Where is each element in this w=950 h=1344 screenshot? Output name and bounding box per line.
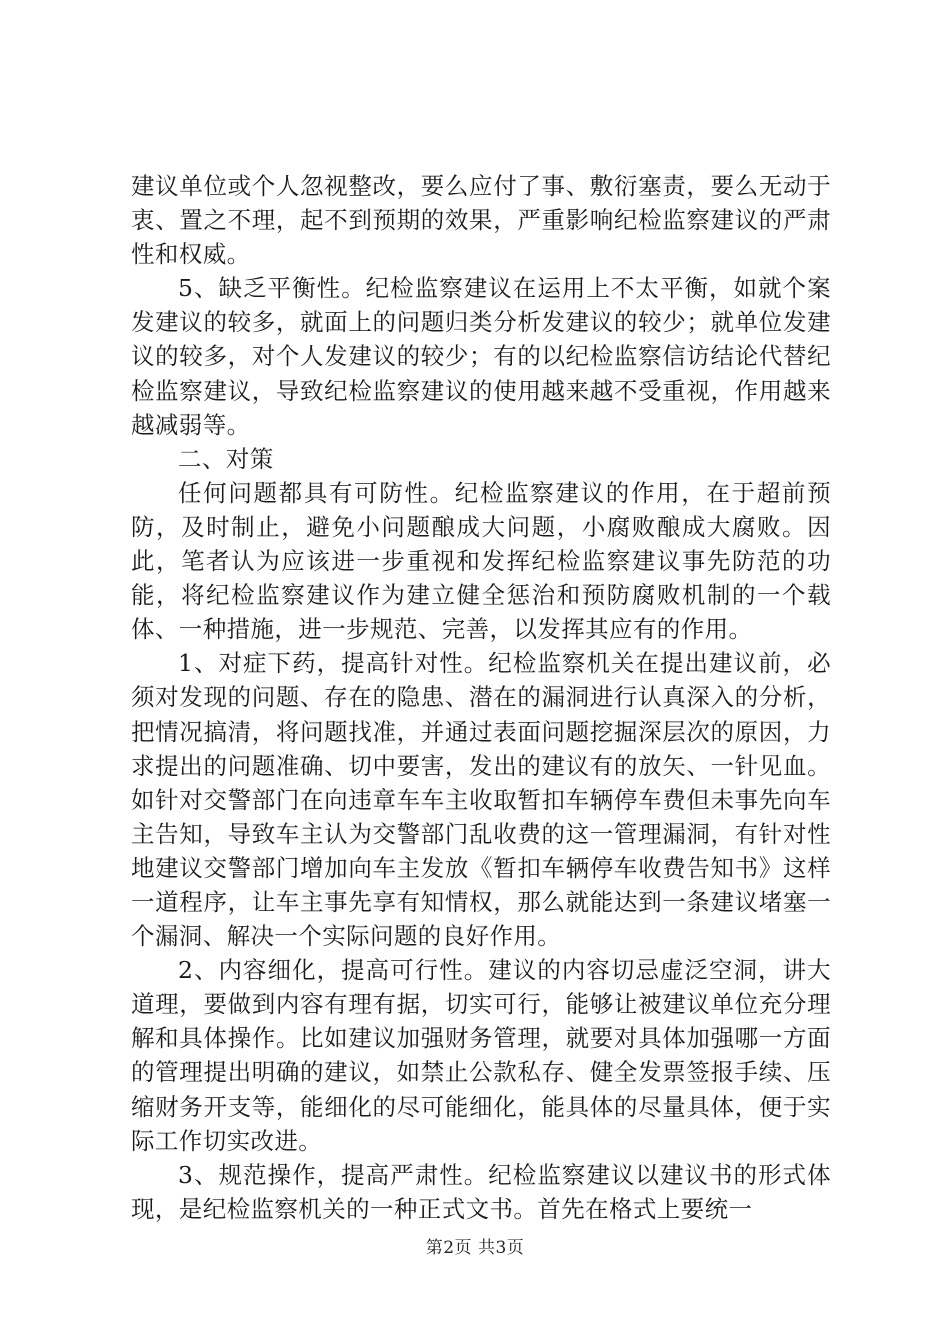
paragraph-item-5: 5、缺乏平衡性。纪检监察建议在运用上不太平衡，如就个案发建议的较多，就面上的问题归类分析发建议的较少；就单位发建议的较多，对个人发建议的较少；有的以纪检监察信访结论代替纪检监察建议，导致纪检监察建议的使用越来越不受重视，作用越来越减弱等。	[131, 274, 831, 439]
paragraph-item-2: 2、内容细化，提高可行性。建议的内容切忌虚泛空洞，讲大道理，要做到内容有理有据，切实可行，能够让被建议单位充分理解和具体操作。比如建议加强财务管理，就要对具体加强哪一方面的管理提出明确的建议，如禁止公款私存、健全发票签报手续、压缩财务开支等，能细化的尽可能细化，能具体的尽量具体，便于实际工作切实改进。	[131, 956, 831, 1155]
paragraph-intro: 任何问题都具有可防性。纪检监察建议的作用，在于超前预防，及时制止，避免小问题酿成大问题，小腐败酿成大腐败。因此，笔者认为应该进一步重视和发挥纪检监察建议事先防范的功能，将纪检监察建议作为建立健全惩治和预防腐败机制的一个载体、一种措施，进一步规范、完善，以发挥其应有的作用。	[131, 478, 831, 644]
page-footer: 第2页 共3页	[425, 1238, 525, 1258]
section-heading-countermeasures: 二、对策	[178, 444, 274, 473]
paragraph-item-3: 3、规范操作，提高严肃性。纪检监察建议以建议书的形式体现，是纪检监察机关的一种正式文书。首先在格式上要统一	[131, 1160, 831, 1223]
document-body	[131, 169, 831, 1226]
paragraph-item-1: 1、对症下药，提高针对性。纪检监察机关在提出建议前，必须对发现的问题、存在的隐患、潜在的漏洞进行认真深入的分析，把情况搞清，将问题找准，并通过表面问题挖掘深层次的原因，力求提出的问题准确、切中要害，发出的建议有的放矢、一针见血。如针对交警部门在向违章车车主收取暂扣车辆停车费但未事先向车主告知，导致车主认为交警部门乱收费的这一管理漏洞，有针对性地建议交警部门增加向车主发放《暂扣车辆停车收费告知书》这样一道程序，让车主事先享有知情权，那么就能达到一条建议堵塞一个漏洞、解决一个实际问题的良好作用。	[131, 649, 831, 951]
paragraph-continuation: 建议单位或个人忽视整改，要么应付了事、敷衍塞责，要么无动于衷、置之不理，起不到预期的效果，严重影响纪检监察建议的严肃性和权威。	[131, 172, 831, 269]
